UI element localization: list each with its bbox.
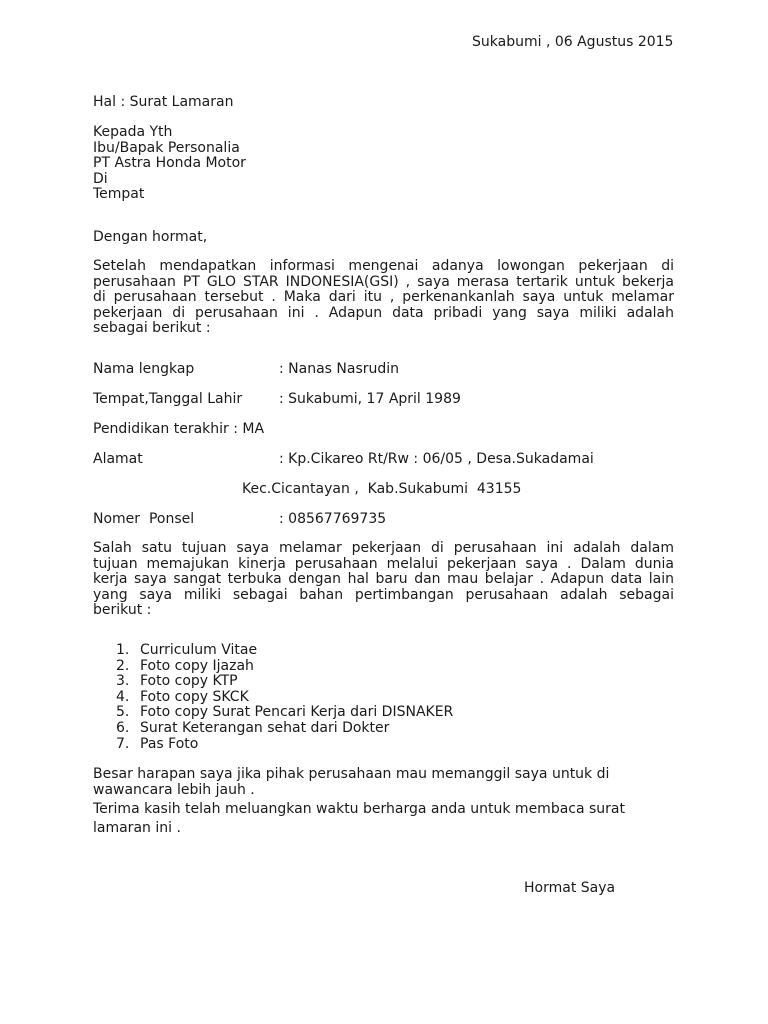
paragraph-line: di perusahaan tersebut . Maka dari itu , perkenankanlah saya untuk melamar	[93, 289, 674, 306]
list-number: 5.	[116, 704, 130, 721]
list-text: Pas Foto	[140, 735, 199, 752]
list-text: Foto copy Surat Pencari Kerja dari DISNAKER	[140, 704, 454, 721]
paragraph-line: Besar harapan saya jika pihak perusahaan mau memanggil saya untuk di	[93, 766, 610, 782]
paragraph-line: kerja saya sangat terbuka dengan hal baru dan mau belajar . Adapun data lain	[93, 571, 674, 588]
subject-line: Hal : Surat Lamaran	[93, 94, 234, 110]
birth-value: : Sukabumi, 17 April 1989	[279, 391, 461, 407]
education-line: Pendidikan terakhir : MA	[93, 421, 265, 437]
list-number: 7.	[116, 735, 130, 752]
phone-value: : 08567769735	[279, 511, 387, 527]
list-number: 4.	[116, 688, 130, 705]
paragraph-line: lamaran ini .	[93, 820, 181, 836]
name-label: Nama lengkap	[93, 361, 195, 377]
address-line-2: Kec.Cicantayan , Kab.Sukabumi 43155	[242, 481, 522, 497]
recipient-line: Ibu/Bapak Personalia	[93, 140, 240, 156]
name-value: : Nanas Nasrudin	[279, 361, 400, 377]
paragraph-line: Terima kasih telah meluangkan waktu berharga anda untuk membaca surat	[93, 801, 625, 817]
paragraph-line: yang saya miliki sebagai bahan pertimbangan perusahaan adalah sebagai	[93, 586, 674, 603]
list-text: Foto copy SKCK	[140, 688, 249, 705]
list-number: 6.	[116, 719, 130, 736]
paragraph-line: pekerjaan di perusahaan ini . Adapun data pribadi yang saya miliki adalah	[93, 304, 674, 321]
recipient-line: PT Astra Honda Motor	[93, 155, 246, 171]
paragraph-line: Setelah mendapatkan informasi mengenai adanya lowongan pekerjaan di	[93, 258, 674, 274]
signoff: Hormat Saya	[524, 880, 616, 896]
recipient-line: Di	[93, 171, 108, 187]
list-text: Foto copy Ijazah	[140, 657, 254, 674]
paragraph-line: berikut :	[93, 602, 152, 619]
list-number: 2.	[116, 657, 130, 674]
paragraph-line: perusahaan PT GLO STAR INDONESIA(GSI) , saya merasa tertarik untuk bekerja	[93, 273, 674, 290]
list-number: 3.	[116, 673, 130, 690]
intro-paragraph	[93, 259, 674, 337]
place-date: Sukabumi , 06 Agustus 2015	[472, 34, 674, 50]
list-text: Foto copy KTP	[140, 673, 238, 690]
address-value: : Kp.Cikareo Rt/Rw : 06/05 , Desa.Sukadamai	[279, 451, 594, 467]
purpose-paragraph	[93, 541, 674, 619]
paragraph-line: Salah satu tujuan saya melamar pekerjaan di perusahaan ini adalah dalam	[93, 540, 674, 556]
recipient-line: Kepada Yth	[93, 124, 173, 140]
birth-label: Tempat,Tanggal Lahir	[93, 391, 243, 407]
address-label: Alamat	[93, 451, 143, 467]
phone-label: Nomer Ponsel	[93, 511, 195, 527]
list-number: 1.	[116, 642, 130, 658]
paragraph-line: sebagai berikut :	[93, 320, 211, 337]
recipient-line: Tempat	[93, 186, 145, 202]
list-text: Surat Keterangan sehat dari Dokter	[140, 719, 390, 736]
greeting: Dengan hormat,	[93, 229, 208, 245]
list-text: Curriculum Vitae	[140, 642, 258, 658]
paragraph-line: wawancara lebih jauh .	[93, 782, 255, 798]
paragraph-line: tujuan memajukan kinerja perusahaan melalui pekerjaan saya . Dalam dunia	[93, 555, 674, 572]
